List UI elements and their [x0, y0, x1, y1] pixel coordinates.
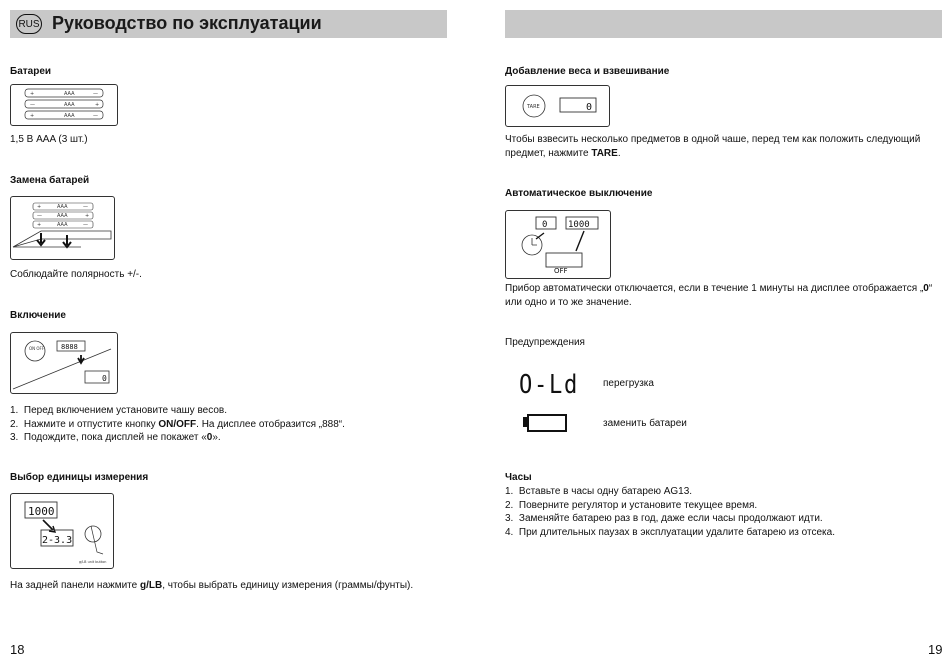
svg-text:TARE: TARE [527, 104, 540, 110]
list-item: 3. Заменяйте батарею раз в год, даже если часы продолжают идти. [505, 513, 823, 524]
svg-text:+: + [30, 113, 35, 119]
svg-text:—: — [30, 102, 35, 108]
svg-text:—: — [83, 222, 88, 228]
page-number-right: 19 [928, 642, 943, 657]
svg-text:+: + [37, 222, 42, 228]
replace-figure [10, 196, 115, 260]
replace-caption: Соблюдайте полярность +/-. [10, 269, 142, 280]
svg-text:AAA: AAA [57, 204, 68, 210]
list-item: 3. Подождите, пока дисплей не покажет «0». [10, 432, 221, 443]
battery-label-2: AAA [64, 102, 75, 108]
language-badge: RUS [16, 14, 42, 34]
battery-label-1: AAA [64, 91, 75, 97]
clock-steps [505, 485, 935, 539]
batteries-heading: Батареи [10, 66, 52, 77]
clock-heading: Часы [505, 472, 532, 483]
low-battery-icon [522, 414, 570, 436]
svg-text:—: — [37, 213, 42, 219]
off-label: OFF [554, 267, 568, 275]
page-title: Руководство по эксплуатации [52, 13, 322, 33]
tare-heading: Добавление веса и взвешивание [505, 66, 670, 77]
svg-text:—: — [93, 91, 98, 97]
list-item: 1. Вставьте в часы одну батарею AG13. [505, 486, 693, 497]
overload-text: перегрузка [603, 378, 654, 389]
page-number-left: 18 [10, 642, 25, 657]
svg-text:+: + [37, 204, 42, 210]
auto-off-heading: Автоматическое выключение [505, 188, 653, 199]
list-item: 4. При длительных паузах в эксплуатации удалите батарею из отсека. [505, 526, 835, 538]
svg-text:—: — [83, 204, 88, 210]
units-display-2: 2-3.3 [42, 535, 73, 546]
units-display-1: 1000 [28, 505, 55, 518]
auto-off-display-1: 0 [542, 220, 548, 230]
low-battery-text: заменить батареи [603, 418, 687, 429]
svg-text:AAA: AAA [57, 213, 68, 219]
auto-off-illustration [506, 211, 610, 278]
display-888: 8888 [61, 343, 78, 351]
power-button-icon [25, 341, 45, 361]
units-illustration [11, 494, 113, 568]
power-on-steps [10, 404, 430, 445]
svg-text:AAA: AAA [57, 222, 68, 228]
svg-text:—: — [93, 113, 98, 119]
overload-symbol: O-Ld [519, 370, 580, 400]
auto-off-caption: Прибор автоматически отключается, если в течение 1 минуты на дисплее отображается „0“ или одно и то же значение. [505, 283, 933, 308]
svg-text:ON OFF: ON OFF [29, 346, 45, 351]
replace-heading: Замена батарей [10, 175, 90, 186]
tare-caption: Чтобы взвесить несколько предметов в одной чаше, перед тем как положить следующий предмет, нажмите TARE. [505, 134, 921, 159]
list-item: 2. Нажмите и отпустите кнопку ON/OFF. На дисплее отобразится „888“. [10, 418, 345, 430]
units-heading: Выбор единицы измерения [10, 472, 149, 483]
svg-text:+: + [30, 91, 35, 97]
replace-illustration [11, 197, 114, 259]
display-zero: 0 [102, 374, 107, 383]
batteries-illustration [11, 85, 117, 125]
warnings-heading: Предупреждения [505, 337, 585, 348]
auto-off-figure [505, 210, 611, 279]
auto-off-display-2: 1000 [568, 220, 590, 230]
svg-text:+: + [85, 213, 90, 219]
batteries-figure [10, 84, 118, 126]
svg-text:g/LB unit button: g/LB unit button [79, 560, 107, 564]
power-on-figure [10, 332, 118, 394]
tare-display: 0 [586, 102, 593, 113]
units-caption: На задней панели нажмите g/LB, чтобы выбрать единицу измерения (граммы/фунты). [10, 580, 414, 591]
batteries-caption: 1,5 В AAA (3 шт.) [10, 134, 88, 145]
power-on-heading: Включение [10, 310, 66, 321]
list-item: 2. Поверните регулятор и установите текущее время. [505, 499, 758, 511]
tare-illustration [506, 86, 609, 126]
right-header-bar [505, 10, 942, 38]
list-item: 1. Перед включением установите чашу весов. [10, 405, 227, 416]
power-on-illustration [11, 333, 117, 393]
tare-figure [505, 85, 610, 127]
battery-label-3: AAA [64, 113, 75, 119]
svg-text:+: + [95, 102, 100, 108]
units-figure [10, 493, 114, 569]
